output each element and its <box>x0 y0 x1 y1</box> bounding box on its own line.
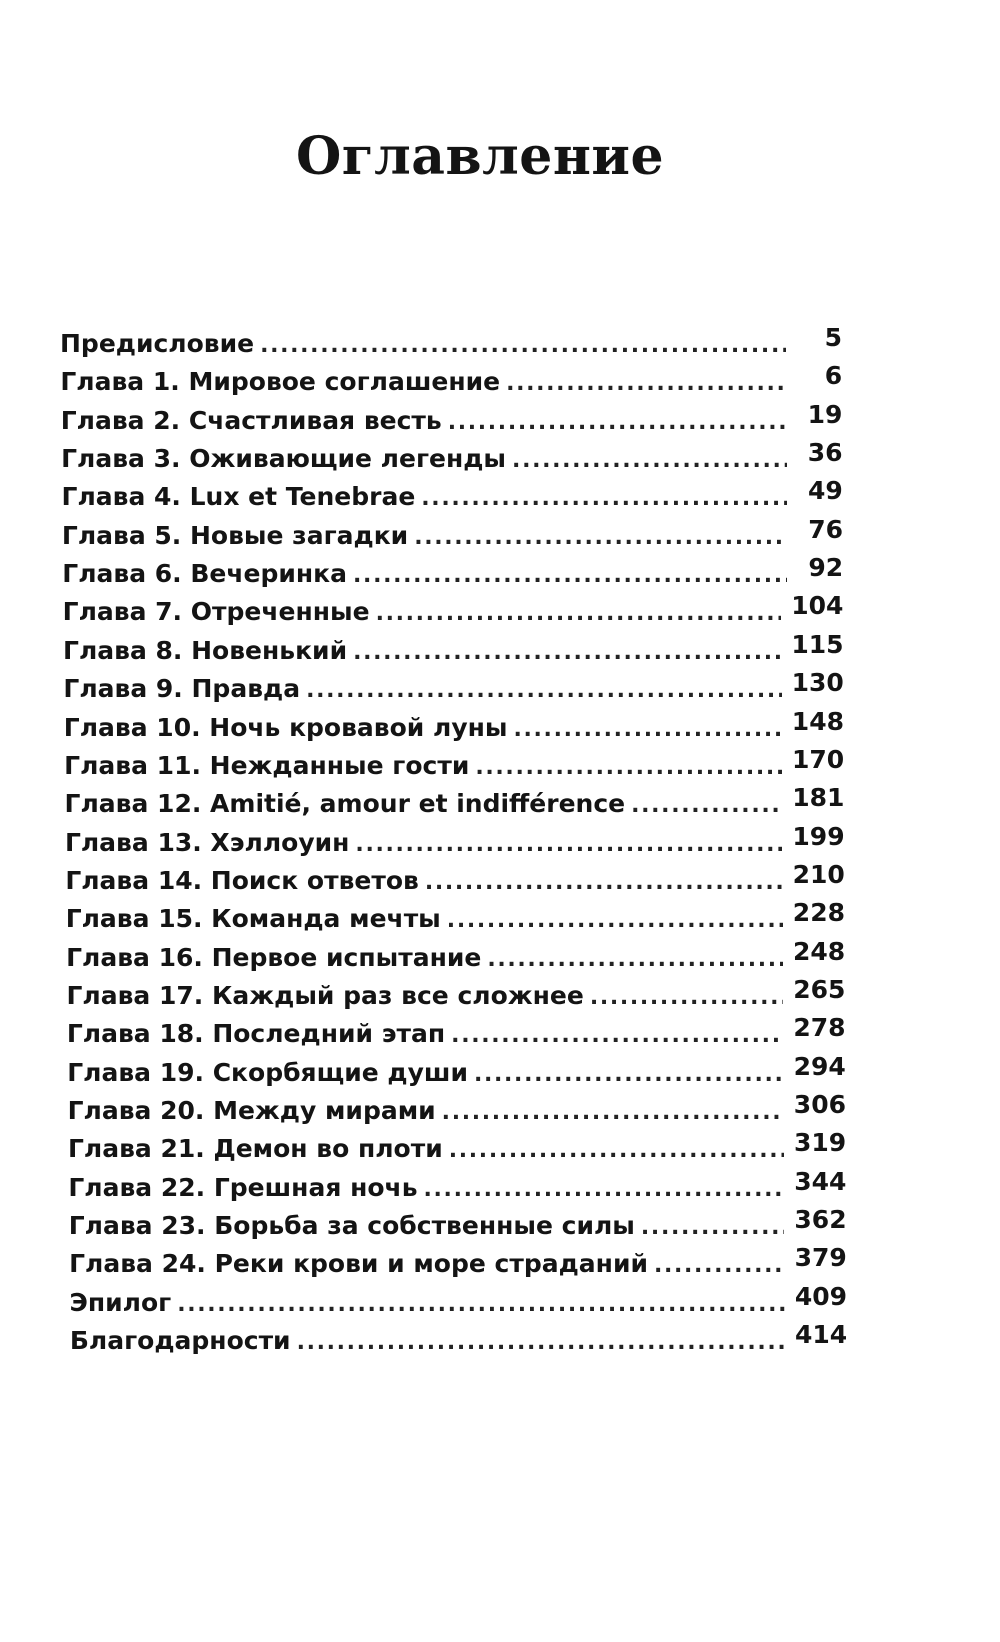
toc-entry-page-number: 344 <box>794 1166 847 1196</box>
dot-leader <box>260 327 786 361</box>
toc-entry-title: Глава 11. Нежданные гости <box>64 750 470 780</box>
dot-leader <box>590 979 783 1013</box>
toc-entry[interactable] <box>66 975 845 1013</box>
toc-entry[interactable] <box>67 1013 846 1051</box>
toc-entry-title: Глава 22. Грешная ночь <box>68 1172 418 1202</box>
toc-entry[interactable] <box>65 783 845 821</box>
dot-leader <box>474 1056 784 1090</box>
toc-entry-title: Глава 2. Счастливая весть <box>60 405 442 435</box>
dot-leader <box>514 711 782 745</box>
dot-leader <box>641 1209 785 1243</box>
toc-entry[interactable] <box>60 361 842 399</box>
toc-entry-title: Глава 12. Amitié, amour et indifférence <box>64 789 626 819</box>
toc-entry[interactable] <box>65 860 844 898</box>
toc-entry[interactable] <box>69 1205 847 1243</box>
dot-leader <box>376 595 782 629</box>
dot-leader <box>425 864 783 898</box>
toc-entry-page-number: 362 <box>794 1205 847 1235</box>
toc-entry-page-number: 265 <box>793 974 846 1004</box>
toc-entry-title: Глава 7. Отреченные <box>62 597 370 627</box>
toc-entry-page-number: 36 <box>807 438 843 468</box>
toc-entry[interactable] <box>70 1320 847 1358</box>
toc-entry-page-number: 76 <box>808 514 843 544</box>
toc-entry-page-number: 278 <box>793 1013 846 1043</box>
toc-entry-title: Глава 8. Новенький <box>63 635 348 665</box>
dot-leader <box>306 672 782 706</box>
toc-entry-page-number: 414 <box>795 1320 848 1350</box>
toc-entry-page-number: 5 <box>824 323 842 352</box>
dot-leader <box>506 365 786 399</box>
toc-entry[interactable] <box>62 515 843 553</box>
dot-leader <box>297 1324 785 1358</box>
toc-entry-page-number: 379 <box>794 1243 847 1273</box>
toc-entry[interactable] <box>63 668 843 706</box>
toc-entry-page-number: 306 <box>793 1090 846 1119</box>
toc-entry-page-number: 248 <box>793 936 846 966</box>
toc-entry[interactable] <box>69 1243 847 1281</box>
toc-entry-title: Предисловие <box>60 329 255 358</box>
toc-entry-page-number: 49 <box>807 476 843 506</box>
toc-entry-page-number: 319 <box>794 1128 847 1158</box>
toc-entry[interactable] <box>64 745 844 783</box>
toc-entry-title: Глава 14. Поиск ответов <box>65 865 419 895</box>
toc-entry-page-number: 130 <box>791 668 844 698</box>
toc-entry-page-number: 294 <box>793 1051 846 1081</box>
dot-leader <box>353 634 781 668</box>
toc-entry-title: Глава 4. Lux et Tenebrae <box>61 482 416 512</box>
page-title: Оглавление <box>295 125 665 187</box>
dot-leader <box>654 1247 785 1281</box>
toc-entry[interactable] <box>61 400 843 438</box>
toc-entry-title: Глава 24. Реки крови и море страданий <box>69 1249 648 1279</box>
toc-entry[interactable] <box>68 1090 846 1128</box>
dot-leader <box>442 1094 784 1128</box>
dot-leader <box>512 442 787 476</box>
toc-entry-page-number: 6 <box>824 361 843 391</box>
toc-entry-page-number: 181 <box>792 783 845 813</box>
toc-entry[interactable] <box>66 937 845 975</box>
toc-entry-title: Глава 16. Первое испытание <box>66 942 482 972</box>
toc-entry[interactable] <box>65 822 845 860</box>
toc-entry-page-number: 19 <box>807 399 843 429</box>
dot-leader <box>414 519 787 553</box>
toc-entry[interactable] <box>61 438 842 476</box>
toc-entry[interactable] <box>67 1052 846 1090</box>
toc-entry[interactable] <box>66 898 845 936</box>
toc-entry-title: Глава 20. Между мирами <box>67 1096 436 1125</box>
dot-leader <box>355 826 782 860</box>
toc-entry-title: Глава 13. Хэллоуин <box>64 827 350 857</box>
dot-leader <box>487 941 783 975</box>
toc-entry-page-number: 115 <box>791 629 844 659</box>
toc-entry-page-number: 170 <box>792 744 845 774</box>
toc-entry[interactable] <box>63 591 844 629</box>
toc-entry-page-number: 228 <box>792 898 845 928</box>
dot-leader <box>353 557 787 591</box>
dot-leader <box>447 902 783 936</box>
toc-entry-title: Глава 5. Новые загадки <box>61 520 409 550</box>
toc-entry-title: Глава 15. Команда мечты <box>65 904 441 934</box>
toc-entry[interactable] <box>62 476 843 514</box>
toc-entry-page-number: 409 <box>794 1281 847 1311</box>
toc-entry-page-number: 92 <box>808 553 844 583</box>
toc-entry-title: Глава 10. Ночь кровавой луны <box>63 712 508 742</box>
dot-leader <box>424 1171 785 1205</box>
toc-entry-page-number: 210 <box>792 859 845 889</box>
toc-entry-title: Глава 1. Мировое соглашение <box>60 367 501 397</box>
toc-entry-title: Глава 18. Последний этап <box>66 1019 446 1049</box>
toc-entry-page-number: 104 <box>791 591 844 621</box>
toc-entry[interactable] <box>62 553 843 591</box>
toc-entry-title: Глава 3. Оживающие легенды <box>61 444 507 474</box>
toc-entry-title: Глава 21. Демон во плоти <box>67 1134 443 1164</box>
dot-leader <box>421 480 787 514</box>
dot-leader <box>449 1132 784 1166</box>
toc-entry-title: Глава 17. Каждый раз все сложнее <box>66 980 584 1010</box>
toc-entry[interactable] <box>68 1128 846 1166</box>
toc-entry[interactable] <box>70 1282 848 1320</box>
toc-entry-title: Глава 9. Правда <box>63 674 301 704</box>
dot-leader <box>475 749 782 783</box>
toc-entry[interactable] <box>60 323 842 361</box>
dot-leader <box>448 404 787 438</box>
toc-entry-title: Благодарности <box>69 1326 291 1356</box>
toc-entry-title: Глава 19. Скорбящие души <box>67 1057 468 1087</box>
dot-leader <box>177 1286 785 1320</box>
toc-entry[interactable] <box>68 1167 846 1205</box>
toc-entry-page-number: 199 <box>792 821 845 851</box>
toc-entry[interactable] <box>63 630 844 668</box>
toc-entry-title: Глава 6. Вечеринка <box>62 559 348 589</box>
dot-leader <box>631 787 782 821</box>
toc-entry-page-number: 148 <box>791 706 844 736</box>
toc-entry-title: Глава 23. Борьба за собственные силы <box>68 1211 635 1241</box>
toc-entry-title: Эпилог <box>69 1287 172 1317</box>
toc-entry[interactable] <box>64 707 844 745</box>
dot-leader <box>451 1017 783 1051</box>
